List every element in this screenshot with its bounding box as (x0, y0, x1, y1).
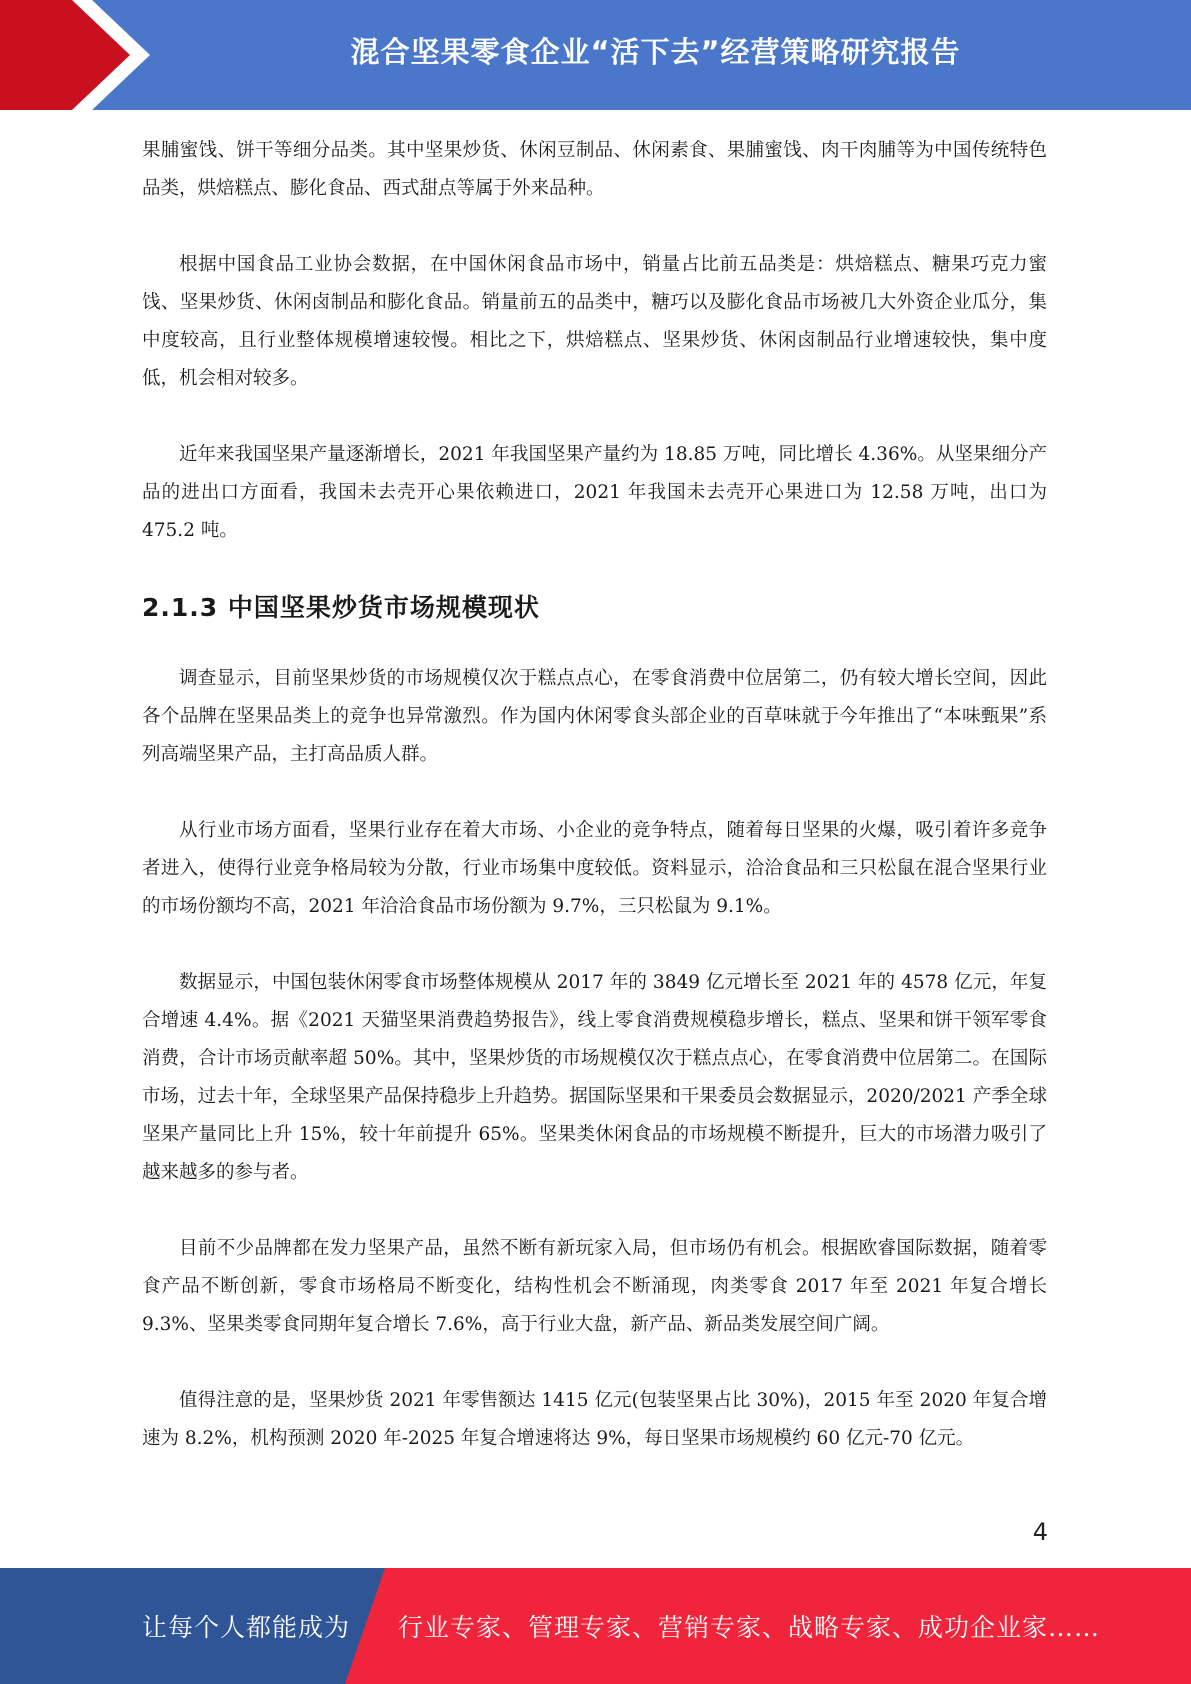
footer-slogan-left: 让每个人都能成为 (142, 1613, 351, 1642)
paragraph: 值得注意的是，坚果炒货 2021 年零售额达 1415 亿元(包装坚果占比 30%)，2015 年至 2020 年复合增速为 8.2%，机构预测 2020 年-2025 年复合增速将达 9%，每日坚果市场规模约 60 亿元-70 亿元。 (142, 1390, 1047, 1449)
paragraph: 数据显示，中国包装休闲零食市场整体规模从 2017 年的 3849 亿元增长至 2021 年的 4578 亿元，年复合增速 4.4%。据《2021 天猫坚果消费趋势报告》，线上零食消费规模稳步增长，糕点、坚果和饼干领军零食消费，合计市场贡献率超 50%。其中，坚果炒货的市场规模仅次于糕点点心，在零食消费中位居第二。在国际市场，过去十年，全球坚果产品保持稳步上升趋势。据国际坚果和干果委员会数据显示，2020/2021 产季全球坚果产量同比上升 15%，较十年前提升 65%。坚果类休闲食品的市场规模不断提升，巨大的市场潜力吸引了越来越多的参与者。 (142, 972, 1047, 1183)
paragraph: 根据中国食品工业协会数据，在中国休闲食品市场中，销量占比前五品类是：烘焙糕点、糖果巧克力蜜饯、坚果炒货、休闲卤制品和膨化食品。销量前五的品类中，糖巧以及膨化食品市场被几大外资企业瓜分，集中度较高，且行业整体规模增速较慢。相比之下，烘焙糕点、坚果炒货、休闲卤制品行业增速较快，集中度低，机会相对较多。 (142, 254, 1047, 389)
document-body (142, 132, 1047, 1496)
paragraph: 调查显示，目前坚果炒货的市场规模仅次于糕点点心，在零食消费中位居第二，仍有较大增长空间，因此各个品牌在坚果品类上的竞争也异常激烈。作为国内休闲零食头部企业的百草味就于今年推出了“本味甄果”系列高端坚果产品，主打高品质人群。 (142, 668, 1047, 765)
paragraph: 近年来我国坚果产量逐渐增长，2021 年我国坚果产量约为 18.85 万吨，同比增长 4.36%。从坚果细分产品的进出口方面看，我国未去壳开心果依赖进口，2021 年我国未去壳开心果进口为 12.58 万吨，出口为 475.2 吨。 (142, 444, 1047, 541)
page-number: 4 (1032, 1518, 1048, 1546)
paragraph: 从行业市场方面看，坚果行业存在着大市场、小企业的竞争特点，随着每日坚果的火爆，吸引着许多竞争者进入，使得行业竞争格局较为分散，行业市场集中度较低。资料显示，洽洽食品和三只松鼠在混合坚果行业的市场份额均不高，2021 年洽洽食品市场份额为 9.7%，三只松鼠为 9.1%。 (142, 820, 1047, 917)
page-footer (0, 1568, 1191, 1684)
report-title: 混合坚果零食企业“活下去”经营策略研究报告 (350, 34, 961, 69)
paragraph: 目前不少品牌都在发力坚果产品，虽然不断有新玩家入局，但市场仍有机会。根据欧睿国际数据，随着零食产品不断创新，零食市场格局不断变化，结构性机会不断涌现，肉类零食 2017 年至 2021 年复合增长 9.3%、坚果类零食同期年复合增长 7.6%，高于行业大盘，新产品、新品类发展空间广阔。 (142, 1238, 1047, 1335)
page-header (0, 0, 1191, 110)
paragraph: 果脯蜜饯、饼干等细分品类。其中坚果炒货、休闲豆制品、休闲素食、果脯蜜饯、肉干肉脯等为中国传统特色品类，烘焙糕点、膨化食品、西式甜点等属于外来品种。 (142, 140, 1047, 199)
footer-slogan-right: 行业专家、管理专家、营销专家、战略专家、成功企业家…… (398, 1613, 1101, 1642)
section-heading: 2.1.3 中国坚果炒货市场规模现状 (142, 593, 540, 622)
